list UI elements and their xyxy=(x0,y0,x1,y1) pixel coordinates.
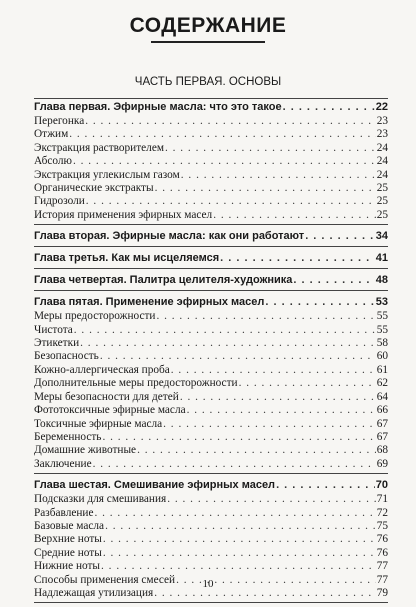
dot-leader xyxy=(181,169,376,182)
table-of-contents xyxy=(34,98,388,607)
chapter-title: Глава шестая. Смешивание эфирных масел xyxy=(34,479,276,492)
entry-title: Верхние ноты xyxy=(34,533,102,546)
chapter-title: Глава пятая. Применение эфирных масел xyxy=(34,296,265,309)
entry-page: 75 xyxy=(376,519,388,532)
entry-title: Домашние животные xyxy=(34,444,137,457)
entry-title: Абсолю xyxy=(34,155,72,168)
dot-leader xyxy=(276,478,375,493)
entry-page: 69 xyxy=(376,457,388,470)
toc-entry[interactable] xyxy=(34,324,388,337)
chapter-row[interactable] xyxy=(34,478,388,493)
dot-leader xyxy=(156,310,375,323)
dot-leader xyxy=(220,251,375,266)
dot-leader xyxy=(187,404,376,417)
entry-page: 62 xyxy=(376,377,388,390)
part-heading: ЧАСТЬ ПЕРВАЯ. ОСНОВЫ xyxy=(134,76,282,88)
chapter-page: 34 xyxy=(375,230,388,243)
chapter-block xyxy=(34,295,388,474)
entry-page: 72 xyxy=(376,506,388,519)
chapter-title: Глава четвертая. Палитра целителя-художника xyxy=(34,274,293,287)
dot-leader xyxy=(137,444,376,457)
entry-title: Гидрозоли xyxy=(34,195,85,208)
dot-leader xyxy=(103,547,376,560)
chapter-row[interactable] xyxy=(34,273,388,288)
entry-title: Кожно-аллергическая проба xyxy=(34,363,170,376)
entry-page: 66 xyxy=(376,404,388,417)
entry-title: Меры предосторожности xyxy=(34,310,156,323)
chapter-row[interactable] xyxy=(34,100,388,115)
entry-page: 77 xyxy=(376,573,388,586)
dot-leader xyxy=(102,431,375,444)
entry-page: 24 xyxy=(376,168,388,181)
entry-title: Средние ноты xyxy=(34,546,102,559)
entry-title: Заключение xyxy=(34,457,92,470)
entry-page: 79 xyxy=(376,586,388,599)
entry-page: 58 xyxy=(376,337,388,350)
entry-page: 55 xyxy=(376,310,388,323)
entry-title: Экстракция углекислым газом xyxy=(34,168,180,181)
toc-entry[interactable] xyxy=(34,337,388,350)
entry-page: 64 xyxy=(376,390,388,403)
dot-leader xyxy=(73,155,376,168)
chapter-title: Глава первая. Эфирные масла: что это такое xyxy=(34,101,282,113)
dot-leader xyxy=(103,533,376,546)
dot-leader xyxy=(69,128,375,141)
entry-title: Этикетки xyxy=(34,337,80,350)
entry-page: 25 xyxy=(376,182,388,195)
chapter-page: 53 xyxy=(375,296,388,309)
toc-entry[interactable] xyxy=(34,195,388,208)
dot-leader xyxy=(165,142,376,155)
entry-page: 77 xyxy=(376,560,388,573)
toc-entry[interactable] xyxy=(34,128,388,141)
toc-entry[interactable] xyxy=(34,209,388,222)
toc-entry[interactable] xyxy=(34,364,388,377)
chapter-row[interactable] xyxy=(34,229,388,244)
dot-leader xyxy=(171,364,376,377)
dot-leader xyxy=(265,295,374,310)
toc-entry[interactable] xyxy=(34,533,388,546)
dot-leader xyxy=(167,493,375,506)
entry-title: Чистота xyxy=(34,323,73,336)
entry-title: Разбавление xyxy=(34,506,94,519)
toc-entry[interactable] xyxy=(34,404,388,417)
toc-entry[interactable] xyxy=(34,142,388,155)
entry-title: Беременность xyxy=(34,430,102,443)
chapter-row[interactable] xyxy=(34,295,388,310)
entry-page: 68 xyxy=(376,444,388,457)
entry-title: Базовые масла xyxy=(34,519,105,532)
entry-title: Нижние ноты xyxy=(34,560,101,573)
entry-title: Органические экстракты xyxy=(34,182,154,195)
entry-page: 55 xyxy=(376,323,388,336)
toc-entry[interactable] xyxy=(34,418,388,431)
dot-leader xyxy=(283,100,375,115)
toc-entry[interactable] xyxy=(34,547,388,560)
entry-title: Дополнительные меры предосторожности xyxy=(34,377,238,390)
entry-title: История применения эфирных масел xyxy=(34,208,213,221)
toc-entry[interactable] xyxy=(34,391,388,404)
entry-title: Надлежащая утилизация xyxy=(34,586,154,599)
entry-page: 24 xyxy=(376,141,388,154)
bleed-through-text xyxy=(34,52,404,96)
chapter-block xyxy=(34,251,388,269)
dot-leader xyxy=(105,520,376,533)
entry-title: Фототоксичные эфирные масла xyxy=(34,404,186,417)
entry-page: 24 xyxy=(376,155,388,168)
toc-entry[interactable] xyxy=(34,493,388,506)
chapter-block xyxy=(34,98,388,225)
toc-entry[interactable] xyxy=(34,507,388,520)
toc-entry[interactable] xyxy=(34,155,388,168)
dot-leader xyxy=(155,182,376,195)
dot-leader xyxy=(239,377,376,390)
dot-leader xyxy=(80,337,376,350)
dot-leader xyxy=(74,324,376,337)
dot-leader xyxy=(163,418,376,431)
entry-title: Способы применения смесей xyxy=(34,573,176,586)
toc-entry[interactable] xyxy=(34,560,388,573)
entry-page: 60 xyxy=(376,350,388,363)
chapter-row[interactable] xyxy=(34,251,388,266)
dot-leader xyxy=(93,458,376,471)
toc-entry[interactable] xyxy=(34,182,388,195)
entry-page: 76 xyxy=(376,546,388,559)
chapter-title: Глава третья. Как мы исцеляемся xyxy=(34,252,220,265)
entry-title: Меры безопасности для детей xyxy=(34,390,179,403)
page-number: 10 xyxy=(202,578,214,590)
toc-entry[interactable] xyxy=(34,377,388,390)
dot-leader xyxy=(100,350,376,363)
chapter-block xyxy=(34,273,388,291)
dot-leader xyxy=(86,195,376,208)
dot-leader xyxy=(94,507,375,520)
dot-leader xyxy=(293,273,374,288)
dot-leader xyxy=(180,391,376,404)
entry-title: Перегонка xyxy=(34,115,85,127)
toc-entry[interactable] xyxy=(34,310,388,323)
dot-leader xyxy=(101,560,376,573)
entry-title: Экстракция растворителем xyxy=(34,141,164,154)
chapter-title: Глава вторая. Эфирные масла: как они работают xyxy=(34,230,305,243)
entry-page: 25 xyxy=(376,208,388,221)
dot-leader xyxy=(305,229,375,244)
toc-entry[interactable] xyxy=(34,350,388,363)
dot-leader xyxy=(213,209,376,222)
toc-entry[interactable] xyxy=(34,458,388,471)
chapter-page: 22 xyxy=(375,101,388,113)
entry-page: 25 xyxy=(376,195,388,208)
dot-leader xyxy=(85,115,375,128)
chapter-page: 70 xyxy=(375,479,388,492)
title-underline xyxy=(151,41,265,43)
page-title: СОДЕРЖАНИЕ xyxy=(129,14,287,37)
entry-page: 67 xyxy=(376,417,388,430)
chapter-page: 41 xyxy=(375,252,388,265)
entry-page: 23 xyxy=(376,115,388,127)
toc-entry[interactable] xyxy=(34,169,388,182)
chapter-block xyxy=(34,229,388,247)
toc-entry[interactable] xyxy=(34,431,388,444)
entry-page: 71 xyxy=(376,493,388,506)
entry-page: 23 xyxy=(376,128,388,141)
chapter-page: 48 xyxy=(375,274,388,287)
toc-entry[interactable] xyxy=(34,115,388,128)
toc-entry[interactable] xyxy=(34,520,388,533)
entry-page: 61 xyxy=(376,363,388,376)
entry-title: Токсичные эфирные масла xyxy=(34,417,163,430)
toc-entry[interactable] xyxy=(34,444,388,457)
entry-title: Безопасность xyxy=(34,350,99,363)
entry-title: Отжим xyxy=(34,128,69,141)
entry-title: Подсказки для смешивания xyxy=(34,493,167,506)
entry-page: 67 xyxy=(376,430,388,443)
entry-page: 76 xyxy=(376,533,388,546)
